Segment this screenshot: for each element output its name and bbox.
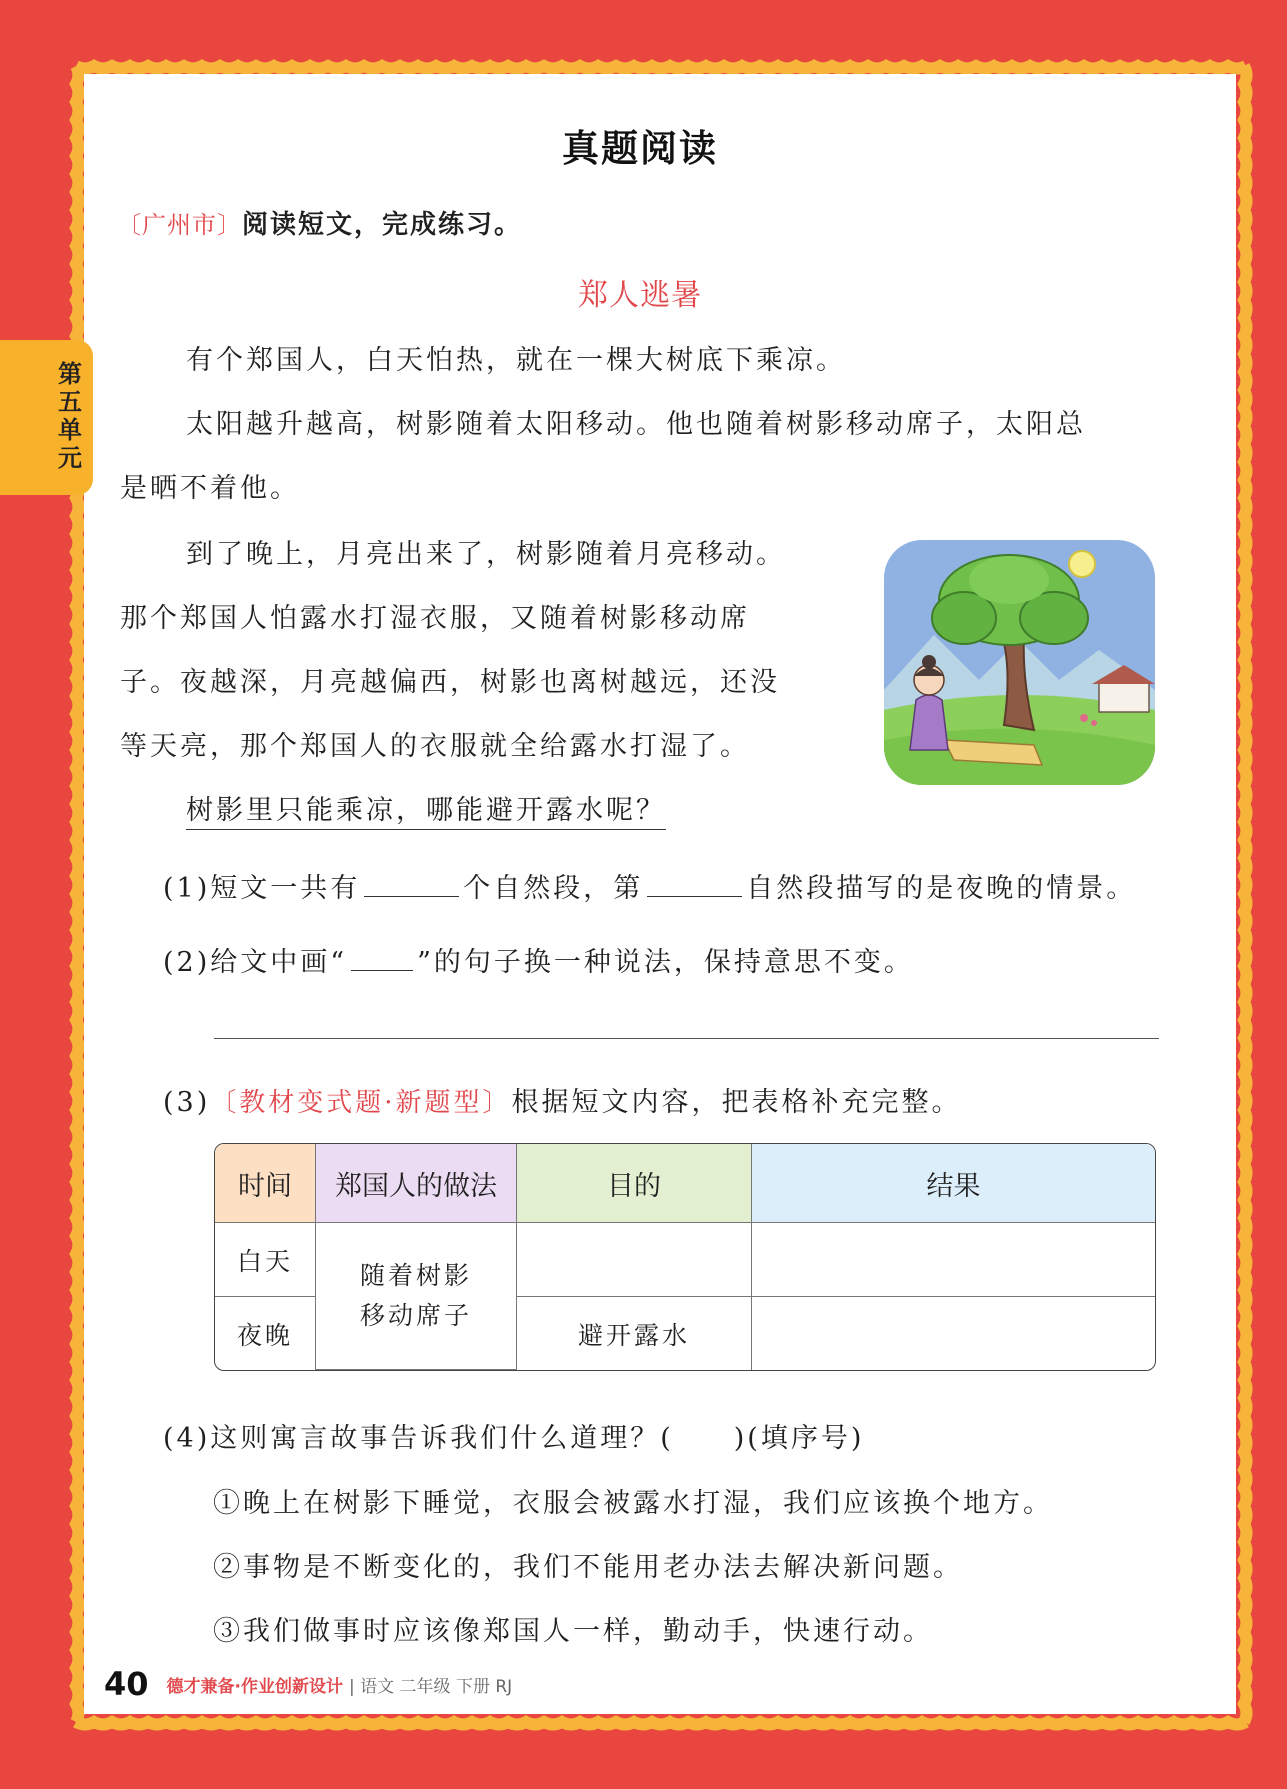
header-result: 结果 — [752, 1144, 1155, 1223]
method-line: 移动席子 — [359, 1301, 472, 1330]
q2-text-part2: ”的句子换一种说法，保持意思不变。 — [417, 947, 914, 978]
instruction-line — [117, 204, 522, 241]
option-2[interactable]: ②事物是不断变化的，我们不能用老办法去解决新问题。 — [213, 1552, 963, 1583]
q1-text-part3: 自然段描写的是夜晚的情景。 — [746, 873, 1137, 904]
story-line: 到了晚上，月亮出来了，树影随着月亮移动。 — [186, 539, 786, 570]
table-row — [215, 1223, 1155, 1297]
q1-blank-night-paragraph[interactable] — [647, 874, 742, 897]
story-line: 那个郑国人怕露水打湿衣服，又随着树影移动席 — [120, 603, 750, 634]
story-line: 太阳越升越高，树影随着太阳移动。他也随着树影移动席子，太阳总 — [186, 409, 1086, 440]
story-line: 有个郑国人，白天怕热，就在一棵大树底下乘凉。 — [186, 345, 846, 376]
wavy-border — [76, 66, 79, 1722]
q1-text-part2: 个自然段，第 — [463, 873, 644, 904]
q2-text-part1: (2)给文中画“ — [163, 947, 348, 978]
purpose-cell: 避开露水 — [517, 1297, 752, 1370]
header-time: 时间 — [215, 1144, 316, 1223]
question-2 — [163, 940, 914, 979]
header-method: 郑国人的做法 — [316, 1144, 517, 1223]
option-1[interactable]: ①晚上在树影下睡觉，衣服会被露水打湿，我们应该换个地方。 — [213, 1488, 1053, 1519]
question-1 — [163, 866, 1136, 905]
wavy-border — [1244, 66, 1247, 1722]
question-4-stem: (4)这则寓言故事告诉我们什么道理？( )(填序号) — [163, 1423, 865, 1454]
series-brand: 德才兼备·作业创新设计 — [166, 1676, 343, 1697]
time-cell: 夜晚 — [215, 1297, 316, 1370]
q1-blank-paragraph-count[interactable] — [364, 874, 459, 897]
time-cell: 白天 — [215, 1223, 316, 1297]
source-tag: 〔广州市〕 — [117, 211, 242, 239]
page-title: 真题阅读 — [562, 127, 718, 170]
q2-answer-line[interactable] — [214, 1038, 1159, 1039]
option-3[interactable]: ③我们做事时应该像郑国人一样，勤动手，快速行动。 — [213, 1616, 933, 1647]
book-info: | 语文 二年级 下册 RJ — [349, 1676, 513, 1697]
story-line: 等天亮，那个郑国人的衣服就全给露水打湿了。 — [120, 731, 750, 762]
header-purpose: 目的 — [517, 1144, 752, 1223]
wavy-border — [76, 66, 1246, 69]
result-cell-blank[interactable] — [752, 1223, 1155, 1297]
page-number: 40 — [104, 1665, 149, 1703]
fill-in-table — [214, 1143, 1156, 1371]
q3-type-tag: 〔教材变式题·新题型〕 — [210, 1088, 512, 1118]
story-title: 郑人逃暑 — [578, 278, 702, 313]
q3-text: 根据短文内容，把表格补充完整。 — [511, 1087, 962, 1118]
instruction-text: 阅读短文，完成练习。 — [242, 210, 523, 240]
q3-number: (3) — [163, 1087, 211, 1118]
story-line: 子。夜越深，月亮越偏西，树影也离树越远，还没 — [120, 667, 780, 698]
story-line: 是晒不着他。 — [120, 473, 300, 504]
table-header-row — [215, 1144, 1155, 1223]
page-footer — [104, 1665, 512, 1703]
underlined-sentence: 树影里只能乘凉，哪能避开露水呢？ — [186, 788, 666, 830]
unit-label: 第五单元 — [58, 360, 82, 472]
purpose-cell-blank[interactable] — [517, 1223, 752, 1297]
wavy-border — [76, 1722, 1246, 1725]
question-3 — [163, 1080, 962, 1119]
method-cell — [316, 1223, 517, 1370]
man-under-tree-illustration — [884, 540, 1155, 785]
q2-underline-mark — [351, 948, 413, 971]
method-line: 随着树影 — [359, 1261, 472, 1290]
result-cell-blank[interactable] — [752, 1297, 1155, 1370]
q1-text-part1: (1)短文一共有 — [163, 873, 361, 904]
